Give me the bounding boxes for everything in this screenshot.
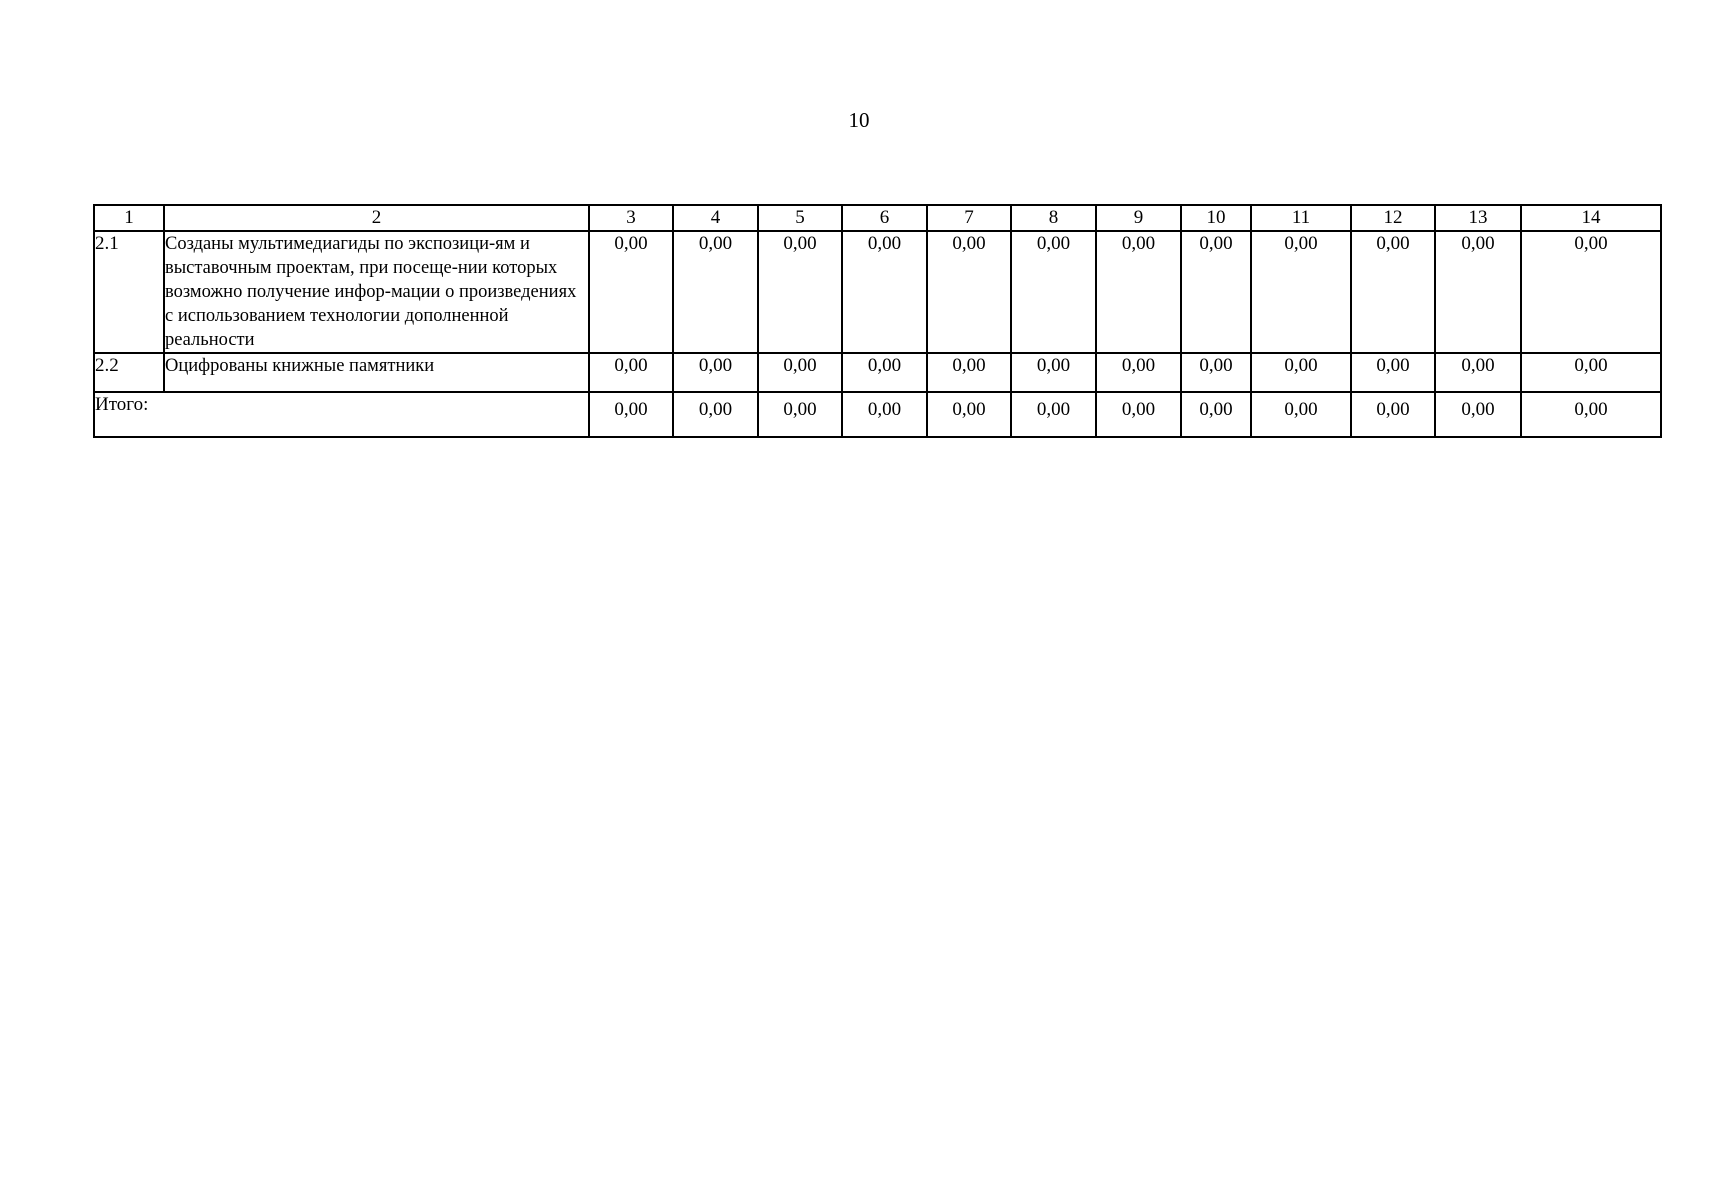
total-value-cell: 0,00 — [673, 392, 758, 437]
value-cell: 0,00 — [589, 231, 673, 353]
total-value-cell: 0,00 — [1521, 392, 1661, 437]
total-value-cell: 0,00 — [927, 392, 1011, 437]
column-header: 1 — [94, 205, 164, 231]
value-cell: 0,00 — [589, 353, 673, 392]
value-cell: 0,00 — [927, 353, 1011, 392]
table-row — [94, 353, 1661, 392]
value-cell: 0,00 — [673, 353, 758, 392]
total-value-cell: 0,00 — [1181, 392, 1251, 437]
total-row — [94, 392, 1661, 437]
total-value-cell: 0,00 — [1435, 392, 1521, 437]
row-description: Созданы мультимедиагиды по экспозици-ям и выставочным проектам, при посеще-нии которых возможно получение инфор-мации о произведениях с использованием технологии дополненной реальности — [164, 231, 589, 353]
column-header: 2 — [164, 205, 589, 231]
table-row — [94, 231, 1661, 353]
total-value-cell: 0,00 — [1251, 392, 1351, 437]
value-cell: 0,00 — [1011, 353, 1096, 392]
budget-table — [93, 204, 1662, 438]
column-header: 3 — [589, 205, 673, 231]
value-cell: 0,00 — [1521, 353, 1661, 392]
total-label: Итого: — [94, 392, 589, 437]
column-header: 12 — [1351, 205, 1435, 231]
value-cell: 0,00 — [927, 231, 1011, 353]
value-cell: 0,00 — [1011, 231, 1096, 353]
value-cell: 0,00 — [1096, 231, 1181, 353]
value-cell: 0,00 — [1435, 353, 1521, 392]
total-value-cell: 0,00 — [758, 392, 842, 437]
column-header: 13 — [1435, 205, 1521, 231]
table-header-row — [94, 205, 1661, 231]
value-cell: 0,00 — [1351, 353, 1435, 392]
value-cell: 0,00 — [1251, 353, 1351, 392]
row-description: Оцифрованы книжные памятники — [164, 353, 589, 392]
value-cell: 0,00 — [758, 231, 842, 353]
total-value-cell: 0,00 — [1096, 392, 1181, 437]
total-value-cell: 0,00 — [1011, 392, 1096, 437]
value-cell: 0,00 — [1181, 353, 1251, 392]
column-header: 8 — [1011, 205, 1096, 231]
total-value-cell: 0,00 — [842, 392, 927, 437]
value-cell: 0,00 — [1351, 231, 1435, 353]
column-header: 10 — [1181, 205, 1251, 231]
column-header: 11 — [1251, 205, 1351, 231]
value-cell: 0,00 — [673, 231, 758, 353]
value-cell: 0,00 — [1251, 231, 1351, 353]
column-header: 4 — [673, 205, 758, 231]
value-cell: 0,00 — [842, 353, 927, 392]
value-cell: 0,00 — [1181, 231, 1251, 353]
value-cell: 0,00 — [1096, 353, 1181, 392]
total-value-cell: 0,00 — [1351, 392, 1435, 437]
page-number: 10 — [848, 108, 870, 132]
column-header: 5 — [758, 205, 842, 231]
column-header: 7 — [927, 205, 1011, 231]
value-cell: 0,00 — [758, 353, 842, 392]
total-value-cell: 0,00 — [589, 392, 673, 437]
column-header: 14 — [1521, 205, 1661, 231]
row-code: 2.1 — [94, 231, 164, 353]
value-cell: 0,00 — [1521, 231, 1661, 353]
value-cell: 0,00 — [1435, 231, 1521, 353]
row-code: 2.2 — [94, 353, 164, 392]
column-header: 6 — [842, 205, 927, 231]
column-header: 9 — [1096, 205, 1181, 231]
value-cell: 0,00 — [842, 231, 927, 353]
